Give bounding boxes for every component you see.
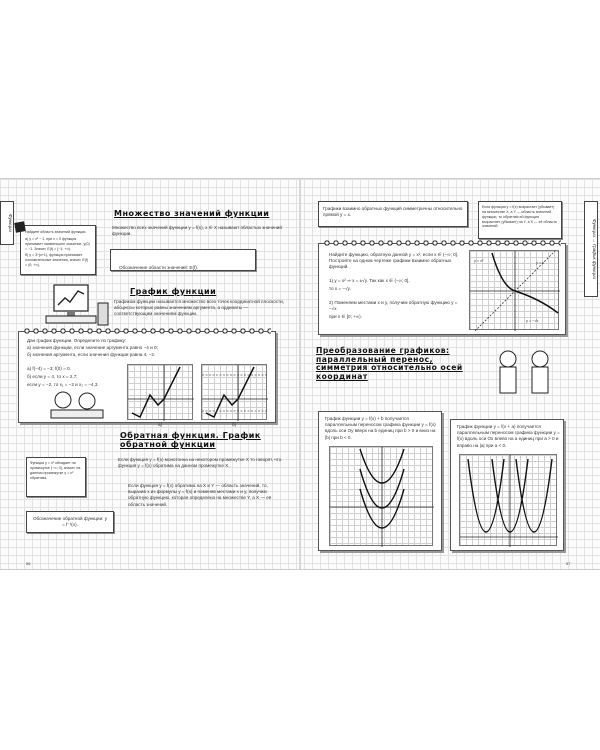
section-title-inverse: Обратная функция. График обратной функции (120, 431, 261, 450)
left-page-number: 56 (26, 561, 31, 566)
example-a: а) y = x² − 1, при x = 0 функция принимает наименьшее значение, y(0) = −1. Значит, E(f) = [−1; +∞). (25, 236, 90, 251)
inverse-notation-box (26, 511, 114, 533)
section-title-transform: Преобразование графиков: параллельный перенос, симметрия относительно осей координат (316, 346, 463, 382)
students-illustration (49, 390, 105, 420)
answer-b: б) если y = 4, то x = 2,7; (27, 374, 78, 379)
symmetry-box (318, 201, 468, 227)
curve-label-3: y = −√x (526, 319, 539, 323)
domain-example-box (20, 225, 96, 275)
example-intro: Найдите область значений функции. (25, 230, 87, 234)
answer-c: если y = −2, то x₁ = −2 и x₂ = −4,3. (27, 382, 99, 387)
students-girls-illustration (486, 349, 562, 405)
horizontal-shift-notebook (450, 419, 564, 551)
side-note-text: Функция y = x² обладает на промежутке (−∞; 0], значит, на данном промежутке y = x² обратима. (30, 461, 81, 480)
task-intro: Дан график функции. Определите по графику: (27, 338, 127, 343)
section-title-range: Множество значений функции (114, 209, 270, 218)
inverse-text-2: Если функция y = f(x) обратима на X и Y — область значений, то, выразив x из формулы y = f(x) и поменяв местами x и y, получим обратную функцию, которая определена на множестве Y, а X — её область значений. (128, 483, 272, 507)
function-graph-a (127, 364, 193, 427)
inverse-example-notebook (318, 243, 566, 335)
section-title-graph: График функции (130, 287, 217, 296)
computer-illustration (40, 283, 116, 329)
graph-b-label: б) (232, 422, 237, 427)
symmetry-text: Графики взаимно обратных функций симметричны относительно прямой y = x. (323, 206, 463, 218)
inverse-side-note (26, 457, 86, 497)
curve-label-1: y = x² (474, 259, 484, 263)
task-a: а) значения функции, если значение аргумента равно −4 и 0; (27, 345, 158, 350)
vertical-shift-notebook (318, 411, 442, 551)
horizontal-shift-graph (459, 454, 557, 546)
task-b: б) значения аргумента, если значения функции равна 4, −2. (27, 352, 156, 357)
example-text: Найдите функцию, обратную данной y = x², если x ∈ (−∞; 0]. Постройте на одном чертеже графики взаимно обратных функций. (329, 252, 459, 270)
example-step1: 1) y = x² ⇒ x = ±√y. Так как x ∈ (−∞; 0], (329, 278, 410, 283)
horizontal-shift-text: График функции y = f(x + a) получается параллельным переносом графика функции y = f(x) вдоль оси Ox влево на a единиц при a > 0 и вправо на |a| при a < 0. (457, 424, 560, 448)
example-b: б) y = 3^(x+1), функция принимает положительные значения, значит, E(f) = (0; +∞). (25, 253, 89, 268)
left-page-tab: Функции (0, 201, 14, 245)
book-spread (0, 178, 600, 570)
inverse-text-1: Если функция y = f(x) монотонна на некотором промежутке X то говорят, что функция y = f(x) обратима на данном промежутке X. (118, 457, 282, 469)
inverse-graph (469, 250, 559, 330)
monotonic-note-box (478, 201, 562, 239)
curve-label-2: y = x (536, 261, 545, 265)
monotonic-note: Если функция y = f(x) возрастает (убывает) на множестве X, а Y — область значений функции, то обратная ей функция возрастает (убывает) на Y, а X — её область значений. (482, 205, 557, 229)
notebook-rings-2 (323, 239, 561, 247)
notebook-rings (23, 327, 271, 335)
inverse-notation: Обозначение обратной функции: y = f⁻¹(x). (32, 516, 108, 528)
graph-definition: Графиком функции называется множество всех точек координатной плоскости, абсциссы которых равны значениям аргумента, а ординаты — соответствующим значениям функции. (114, 299, 284, 317)
example-step1b: то x = −√y. (329, 286, 351, 291)
range-notation: Обозначение области значений: E(f). (119, 265, 199, 270)
graph-task-notebook (18, 331, 276, 427)
vertical-shift-text: График функции y = f(x) + b получается параллельным переносом графика функции y = f(x) вдоль оси Oy вверх на b единиц при b > 0 и вниз на |b| при b < 0. (325, 416, 436, 440)
example-step2: 2) Поменяем местами x и y, получим обратную функцию y = −√x (329, 300, 458, 312)
range-definition: Множество всех значений функции y = f(x), x ∈ X называют областью значений функции. (112, 225, 282, 237)
function-graph-b (201, 364, 267, 427)
pushpin-icon (14, 221, 26, 233)
right-page-number: 57 (566, 561, 571, 566)
answer-a: а) f(−4) = −3; f(0) = 0. (27, 366, 71, 371)
example-step3: при x ∈ [0; +∞). (329, 314, 362, 319)
vertical-shift-graph (329, 446, 433, 546)
range-notation-box (110, 249, 256, 271)
right-page-tab: Функции → График функции (584, 201, 598, 297)
graph-a-label: а) (158, 422, 163, 427)
book-gutter (299, 179, 301, 569)
